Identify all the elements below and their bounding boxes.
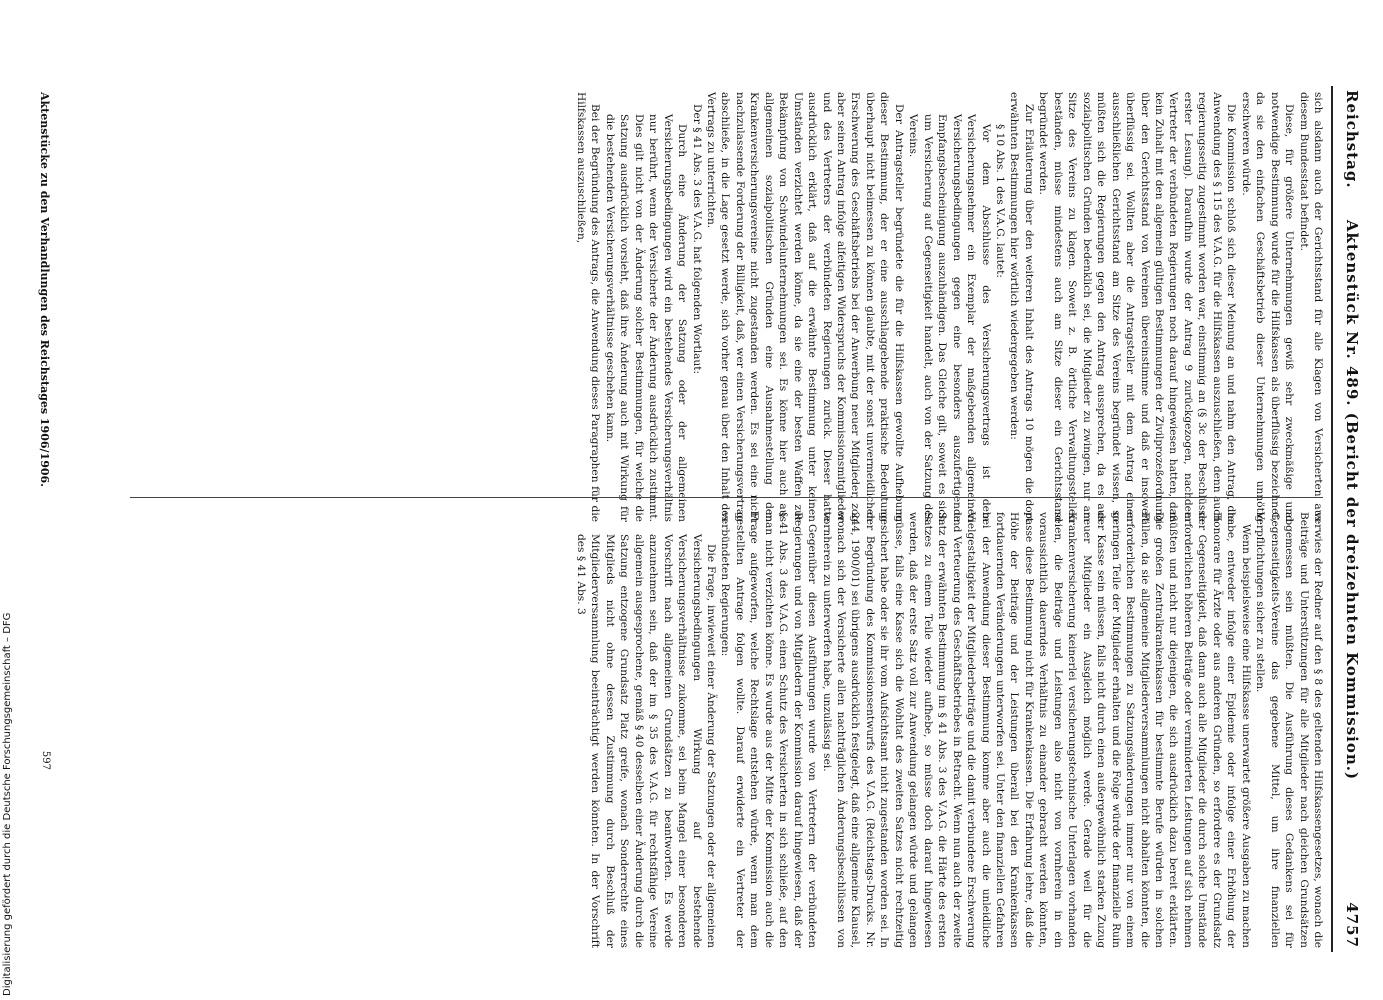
- footer-signature-number: 597: [40, 750, 51, 770]
- paragraph: Zur Erläuterung über den weiteren Inhalt des Antrags 10 mögen die dort erwähnten Bestimmungen hier wörtlich wiedergegeben werden:: [1008, 92, 1035, 522]
- paragraph: verwies der Redner auf den § 8 des geltenden Hilfskassengesetzes, wonach die Beiträge und Unterstützungen für alle Mitglieder nach gleichen Grundsätzen abgemessen sein müßten. Die Ausführung dieses Gedankens sei für Gegenseitigkeits-Vereine das gegebene Mittel, um ihre finanziellen Verpflichtungen sicher zu stellen.: [1254, 512, 1324, 948]
- paragraph: Die Kommission schloß sich dieser Meinung an und nahm den Antrag, die Anwendung des § 115 des V.A.G. für die Hilfskassen auszuschließen, denn auch regierungsseitig zugestimmt worden war, einstimmig an (§ 3c der Beschlüsse erster Lesung). Daraufhin wurde der Antrag 9 zurückgezogen, nachdem Vertreter der verbündeten Regierungen noch darauf hingewiesen hatten, daß kein Zuhalt mit den allgemein gültigen Bestimmungen der Zivilprozeßordnung über den Gerichtsstand von Vereinen übereinstimme und daß er insoweit überflüssig sei. Wollten aber die Antragsteller mit dem Antrag einen ausschließlichen Gerichtsstand am Sitze des Vereins begründet wissen, so müßten sich die Regierungen gegen den Antrag aussprechen, da es aus sozialpolitischen Gründen bedenklich sei, die Mitglieder zu zwingen, nur am Sitze des Vereins zu klagen. Soweit z. B. örtliche Verwaltungsstellen beständen, müsse mindestens auch am Sitze dieser ein Gerichtsstand begründet werden.: [1037, 92, 1238, 522]
- credit-strip: [0, 0, 18, 1000]
- paragraph: Der Antragsteller begründete die für die Hilfskassen gewollte Aufhebung dieser Bestimmung, der er eine ausschlaggebende praktische Bedeutung überhaupt nicht beimessen zu können glaubte, mit der sonst unvermeidlichen Erschwerung des Geschäftsbetriebs bei der Anwerbung neuer Mitglieder, zog aber seinen Antrag infolge alfeitigen Widerspruchs der Kommissionsmitglieder und des Vertreters der verbündeten Regierungen zurück. Dieser hatte ausdrücklich erklärt, daß auf die erwähnte Bestimmung unter keinen Umständen verzichtet werden könne, da sie eine der besten Waffen zur Bekämpfung von Schwindelunternehmungen sei. Es könne hier auch aus allgemeinen sozialpolitischen Gründen eine Ausnahmestellung den Krankenversicherungsvereine nicht zugestanden werden. Es sei eine nicht nachzulassende Forderung der Billigkeit, daß, wer einen Versicherungsvertrag abschließe, in die Lage gesetzt werde, sich vorher genau über den Inhalt des Vertrags zu unterrichten.: [704, 92, 905, 522]
- page-number: 4757: [1343, 902, 1361, 948]
- paragraph: § 10 Abs. 1 des V.A.G. lautet:: [994, 124, 1007, 278]
- paragraph: Wenn beispielsweise eine Hilfskasse unerwartet größere Ausgaben zu machen habe, entweder infolge einer Epidemie oder infolge einer Erhöhung der Honorare für Ärzte oder aus anderen Gründen, so erfordere es der Grundsatz der Gegenseitigkeit, daß dann auch alle Mitglieder die durch solche Umstände erforderlichen höheren Beiträge oder verminderten Leistungen auf sich nehmen müßten und nicht nur diejenigen, die sich ausdrücklich dazu bereit erklärten. Die großen Zentralkrankenkassen für bestimmte Berufe würden in solchen Fällen, da sie allgemeine Mitgliederversammlungen nicht abhalten könnten, die erforderlichen Bestimmungen zu Satzungsänderungen immer nur von einem geringen Teile der Mitglieder erhalten und die Folge würde der finanzielle Ruin der Kasse sein müssen, falls nicht durch einen außergewöhnlich starken Zuzug neuer Mitglieder ein Ausgleich möglich werde. Gerade weil für die Krankenversicherung keinerlei versicherungstechnische Unterlagen vorhanden seien, die Beiträge und Leistungen also nicht von vornherein in ein voraussichtlich dauerndes Verhältnis zu einander gebracht werden könnten, passe diese Bestimmung nicht für Krankenkassen. Die Erfahrung lehre, daß die Höhe der Beiträge und der Leistungen überall bei den Krankenkassen fortdauernden Veränderungen unterworfen sei. Unter den finanziellen Gefahren bei der Anwendung dieser Bestimmung komme aber auch die unleidliche Vielgestaltigkeit der Mitgliederbeiträge und die damit verbundene Erschwerung und Verteuerung des Geschäftsbetriebes in Betracht. Wenn nun auch der zweite Satz der erwähnten Bestimmung im § 41 Abs. 3 des V.A.G. die Härte des ersten Satzes zu einem Teile wieder aufhebe, so müsse doch darauf hingewiesen werden, daß der erste Satz voll zur Anwendung gelangen würde und gelangen müsse, falls eine Kasse sich die Wohltat des zweiten Satzes nicht rechtzeitig gesichert habe oder sie ihr vom Aufsichtsamt nicht zugestanden worden sei. In der Begründung des Kommissionsentwurfs des V.A.G. (Reichstags-Drucks. Nr. 244, 1900/01) sei übrigens ausdrücklich festgelegt, daß eine allgemeine Klausel, wonach sich der Versicherte allen nachträglichen Änderungsbeschlüssen von vornherein zu unterwerfen habe, unzulässig sei.: [820, 512, 1252, 948]
- right-text-column: [573, 512, 1325, 948]
- paragraph: Gegenüber diesen Ausführungen wurde von Vertretern der verbündeten Regierungen und von Mitgliedern der Kommission darauf hingewiesen, daß der § 41 Abs. 3 des V.A.G. einen Schutz des Versicherten in sich schließe, auf den man nicht verzichten könne. Es wurde aus der Mitte der Kommission auch die Frage aufgeworfen, welche Rechtslage entstehen würde, wenn man dem gestellten Antrage folgen wollte. Darauf erwiderte ein Vertreter der verbündeten Regierungen:: [719, 512, 819, 948]
- footer-left: Aktenstücke zu den Verhandlungen des Reichstages 1906/1906.: [38, 92, 51, 487]
- paragraph: sich alsdann auch der Gerichtsstand für alle Klagen von Versicherten aus diesem Bundesstaat befindet.: [1297, 92, 1324, 522]
- paragraph: Diese, für größere Unternehmungen gewiß sehr zweckmäßige und notwendige Bestimmung wurde für die Hilfskassen als überflüssig bezeichnet, da sie den einfachen Geschäftsbetrieb dieser Unternehmungen unnötig erschweren würde.: [1239, 92, 1296, 522]
- paragraph: Die Frage, inwieweit einer Änderung der Satzungen oder der allgemeinen Versicherungsbedingungen Wirkung auf bestehende Versicherungsverhältnisse zukomme, sei beim Mangel einer besonderen Vorschrift nach allgemeinen Grundsätzen zu beantworten. Es werde anzunehmen sein, daß der im § 35 des V.A.G. für rechtsfähige Vereine allgemein ausgesprochene, gemäß § 40 desselben einer Änderung durch die Satzung entzogene Grundsatz Platz greife, wonach Sonderrechte eines Mitglieds nicht ohne dessen Zustimmung durch Beschluß der Mitgliederversammlung beeinträchtigt werden könnten. In der Vorschrift des § 41 Abs. 3: [574, 534, 717, 948]
- column-divider: [130, 497, 1323, 498]
- paragraph: Der § 41 Abs. 3 des V.A.G. hat folgenden Wortlaut:: [690, 104, 703, 375]
- header-document-number: Aktenstück Nr. 489.: [1343, 219, 1361, 407]
- left-text-column: [573, 92, 1325, 522]
- dfg-credit: Digitalisierung gefördert durch die Deutsche Forschungsgemeinschaft – DFG: [2, 612, 13, 996]
- header-center: [1343, 0, 1361, 1000]
- paragraph: Bei der Begründung des Antrags, die Anwendung dieses Paragraphen für die Hilfskassen auszuschließen,: [574, 92, 602, 522]
- paragraph: Durch eine Änderung der Satzung oder der allgemeinen Versicherungsbedingungen wird ein bestehendes Versicherungsverhältnis nur berührt, wenn der Versicherte der Änderung ausdrücklich zustimmt. Dies gilt nicht von der Änderung solcher Bestimmungen, für welche die Satzung ausdrücklich vorsieht, daß ihre Änderung auch mit Wirkung für die bestehenden Versicherungsverhältnisse geschehen kann.: [603, 114, 689, 522]
- header-rule: [1331, 86, 1333, 952]
- header-subtitle: (Bericht der dreizehnten Kommission.): [1343, 412, 1361, 781]
- paragraph: Vor dem Abschlusse des Versicherungsvertrags ist dem Versicherungsnehmer ein Exemplar der maßgebenden allgemeinen Versicherungsbedingungen gegen eine besonders auszufertigende Empfangsbescheinigung auszuhändigen. Das Gleiche gilt, soweit es sich um Versicherung auf Gegenseitigkeit handelt, auch von der Satzung des Vereins.: [907, 114, 992, 522]
- header-left: Reichstag.: [1343, 90, 1361, 189]
